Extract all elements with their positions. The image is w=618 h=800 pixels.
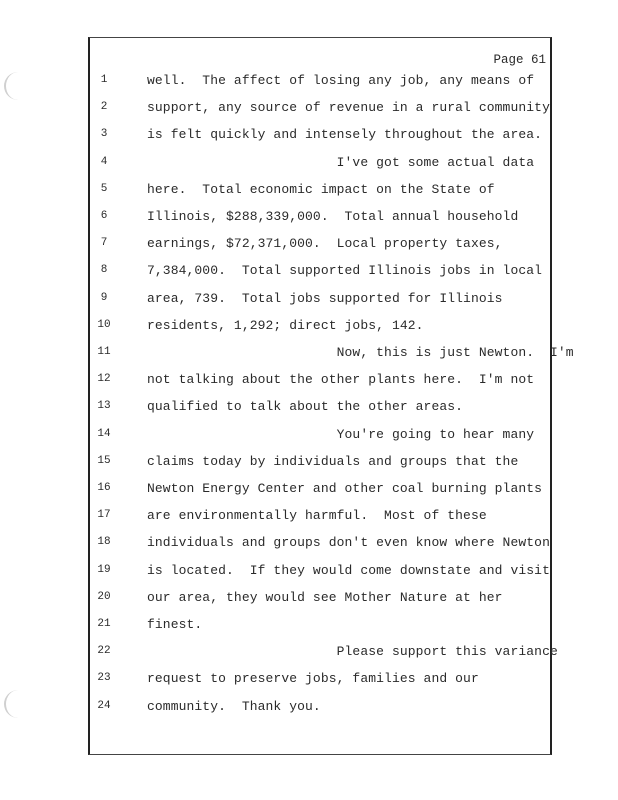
line-number: 3 (100, 128, 108, 141)
transcript-line: area, 739. Total jobs supported for Illinois (147, 290, 503, 306)
line-number: 20 (97, 590, 111, 603)
transcript-line: residents, 1,292; direct jobs, 142. (147, 317, 424, 333)
line-number: 2 (100, 101, 108, 114)
line-number: 5 (100, 182, 108, 195)
transcript-line: Newton Energy Center and other coal burning plants (147, 481, 543, 496)
line-number: 7 (100, 237, 108, 250)
line-number: 4 (100, 155, 108, 168)
transcript-line: our area, they would see Mother Nature at her (147, 589, 503, 605)
transcript-line: individuals and groups don't even know where Newton (147, 535, 550, 551)
line-number: 8 (100, 264, 108, 277)
line-number: 16 (97, 482, 111, 494)
line-number: 11 (97, 346, 111, 358)
transcript-line: qualified to talk about the other areas. (147, 399, 464, 415)
transcript-line: Now, this is just Newton. I'm (147, 345, 574, 360)
transcript-line: request to preserve jobs, families and our (147, 671, 479, 687)
punch-hole-mark (4, 72, 22, 100)
line-number: 12 (97, 373, 111, 386)
line-number: 10 (97, 318, 111, 331)
line-number: 22 (97, 645, 111, 658)
punch-hole-mark (4, 690, 22, 718)
transcript-line: is located. If they would come downstate and visit (147, 562, 550, 578)
line-number: 24 (97, 699, 111, 712)
transcript-line: 7,384,000. Total supported Illinois jobs in local (147, 263, 543, 279)
transcript-line: You're going to hear many (147, 426, 535, 442)
line-number: 23 (97, 672, 111, 685)
line-number: 1 (100, 74, 108, 86)
transcript-line: not talking about the other plants here. I'm not (147, 372, 535, 388)
line-number: 21 (97, 618, 111, 630)
transcript-line: Illinois, $288,339,000. Total annual household (147, 209, 519, 224)
page-number: Page 61 (493, 53, 546, 67)
line-number: 13 (97, 400, 111, 413)
line-number: 6 (100, 210, 108, 222)
transcript-line: finest. (147, 617, 203, 632)
line-number: 18 (97, 536, 111, 549)
transcript-line: earnings, $72,371,000. Local property taxes, (147, 236, 503, 252)
line-number: 17 (97, 509, 111, 522)
line-number: 15 (97, 454, 111, 467)
line-number: 14 (97, 427, 111, 440)
transcript-line: community. Thank you. (147, 698, 321, 714)
transcript-line: Please support this variance (147, 644, 558, 660)
transcript-line: claims today by individuals and groups that the (147, 453, 519, 469)
line-number: 19 (97, 563, 111, 576)
line-number: 9 (100, 291, 108, 304)
transcript-line: here. Total economic impact on the State of (147, 181, 495, 197)
transcript-line: are environmentally harmful. Most of these (147, 508, 487, 524)
transcript-line: is felt quickly and intensely throughout the area. (147, 127, 543, 143)
transcript-line: I've got some actual data (147, 154, 535, 170)
transcript-line: support, any source of revenue in a rural community (147, 100, 550, 116)
transcript-line: well. The affect of losing any job, any means of (147, 73, 535, 88)
